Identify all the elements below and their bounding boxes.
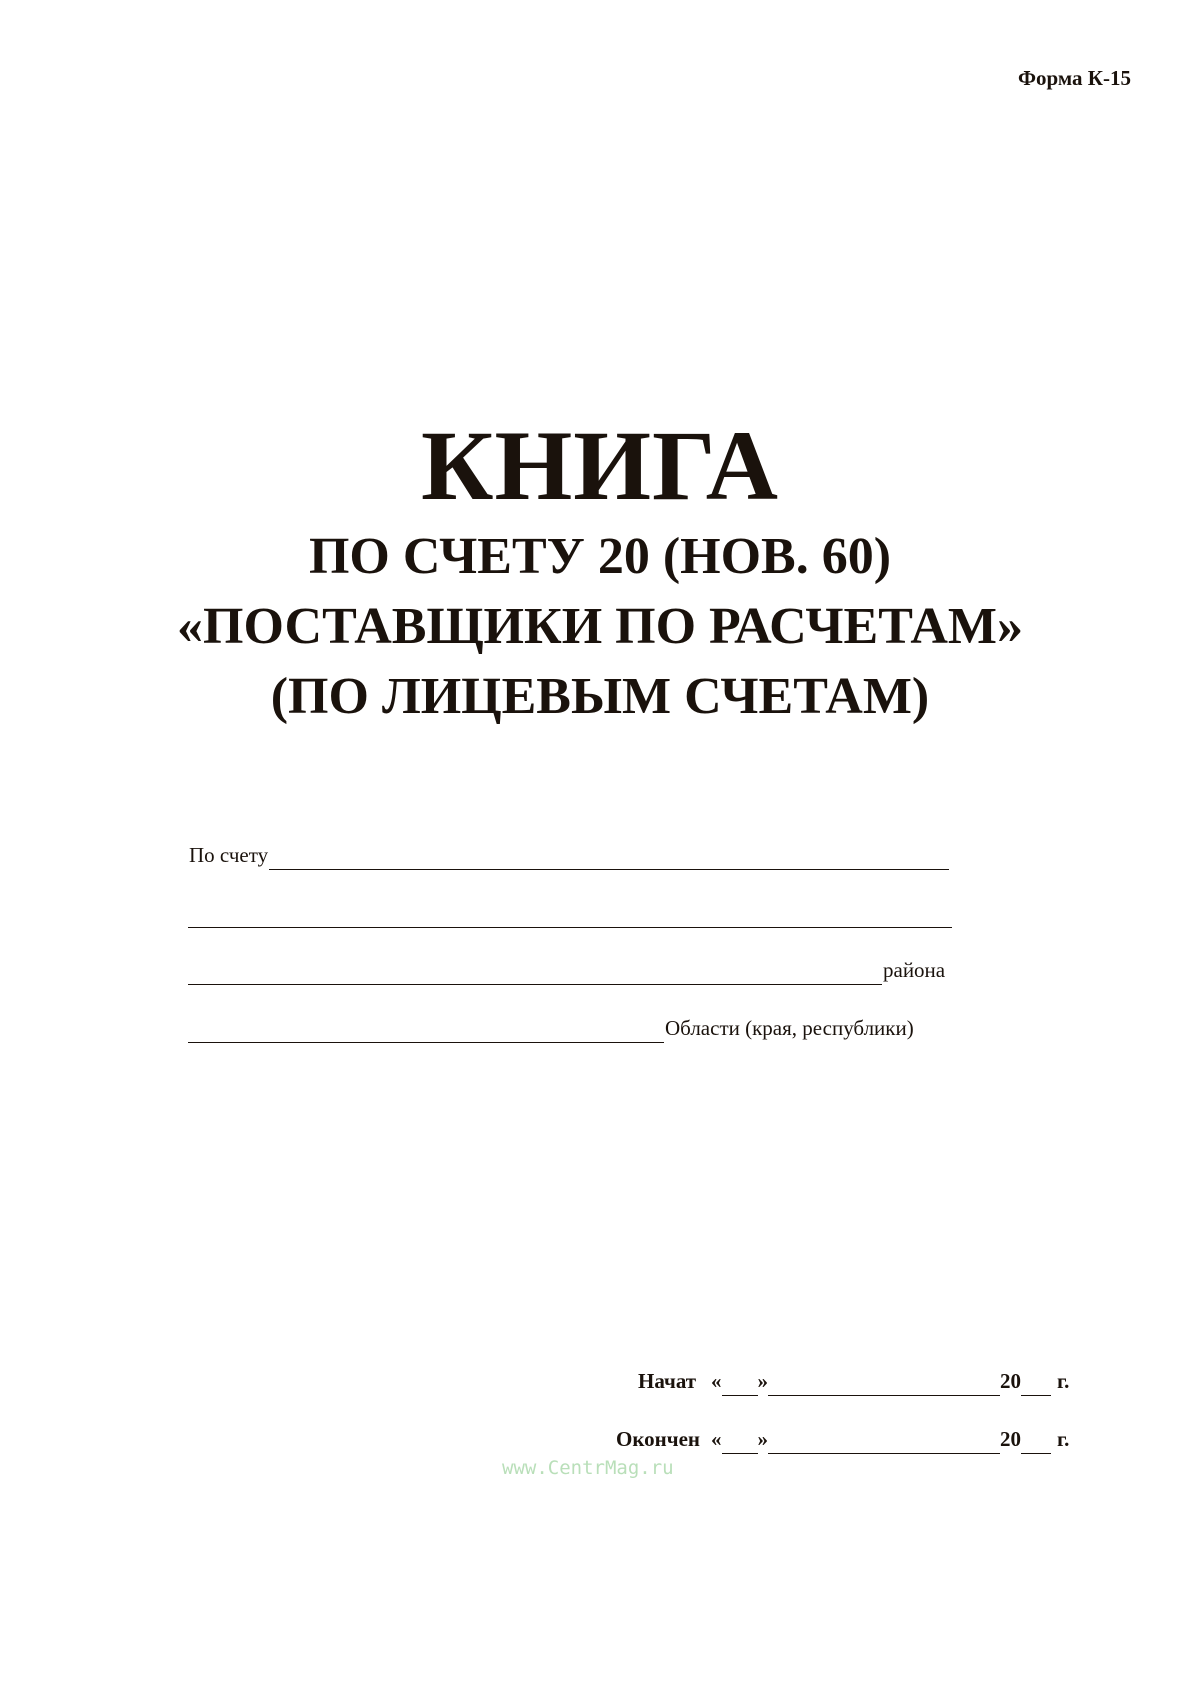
start-month-blank[interactable]: [768, 1371, 1000, 1396]
end-quote-open: «: [711, 1427, 722, 1451]
end-year-blank[interactable]: [1021, 1429, 1051, 1454]
district-label: района: [883, 958, 946, 982]
region-field-row: [188, 1013, 915, 1043]
start-year-blank[interactable]: [1021, 1371, 1051, 1396]
region-label: Области (края, республики): [665, 1016, 914, 1040]
book-title: КНИГА: [420, 410, 780, 521]
account-field-row: [188, 840, 949, 870]
region-blank-line[interactable]: [188, 1020, 664, 1043]
subtitle-line-1: ПО СЧЕТУ 20 (НОВ. 60): [308, 528, 892, 585]
start-year-prefix: 20: [1000, 1369, 1021, 1393]
account-label: По счету: [189, 843, 269, 867]
start-year-suffix: г.: [1057, 1369, 1070, 1393]
end-year-suffix: г.: [1057, 1427, 1070, 1451]
start-date-label: Начат: [638, 1369, 697, 1393]
form-code: Форма К-15: [1017, 66, 1131, 90]
account-blank-line[interactable]: [269, 847, 949, 870]
subtitle-line-3: (ПО ЛИЦЕВЫМ СЧЕТАМ): [270, 668, 930, 725]
watermark: www.CentrMag.ru: [502, 1457, 674, 1479]
end-day-blank[interactable]: [722, 1429, 758, 1454]
start-date-row: [638, 1366, 1069, 1396]
district-blank-line[interactable]: [188, 962, 882, 985]
district-field-row: [188, 955, 946, 985]
start-quote-close: »: [757, 1369, 768, 1393]
end-month-blank[interactable]: [768, 1429, 1000, 1454]
end-date-row: [616, 1424, 1070, 1454]
end-quote-close: »: [757, 1427, 768, 1451]
subtitle-line-2: «ПОСТАВЩИКИ ПО РАСЧЕТАМ»: [177, 598, 1023, 655]
start-day-blank[interactable]: [722, 1371, 758, 1396]
end-year-prefix: 20: [1000, 1427, 1021, 1451]
start-quote-open: «: [711, 1369, 722, 1393]
account-continuation-row: [188, 898, 952, 928]
end-date-label: Окончен: [616, 1427, 701, 1451]
account-continuation-blank-line[interactable]: [188, 905, 952, 928]
